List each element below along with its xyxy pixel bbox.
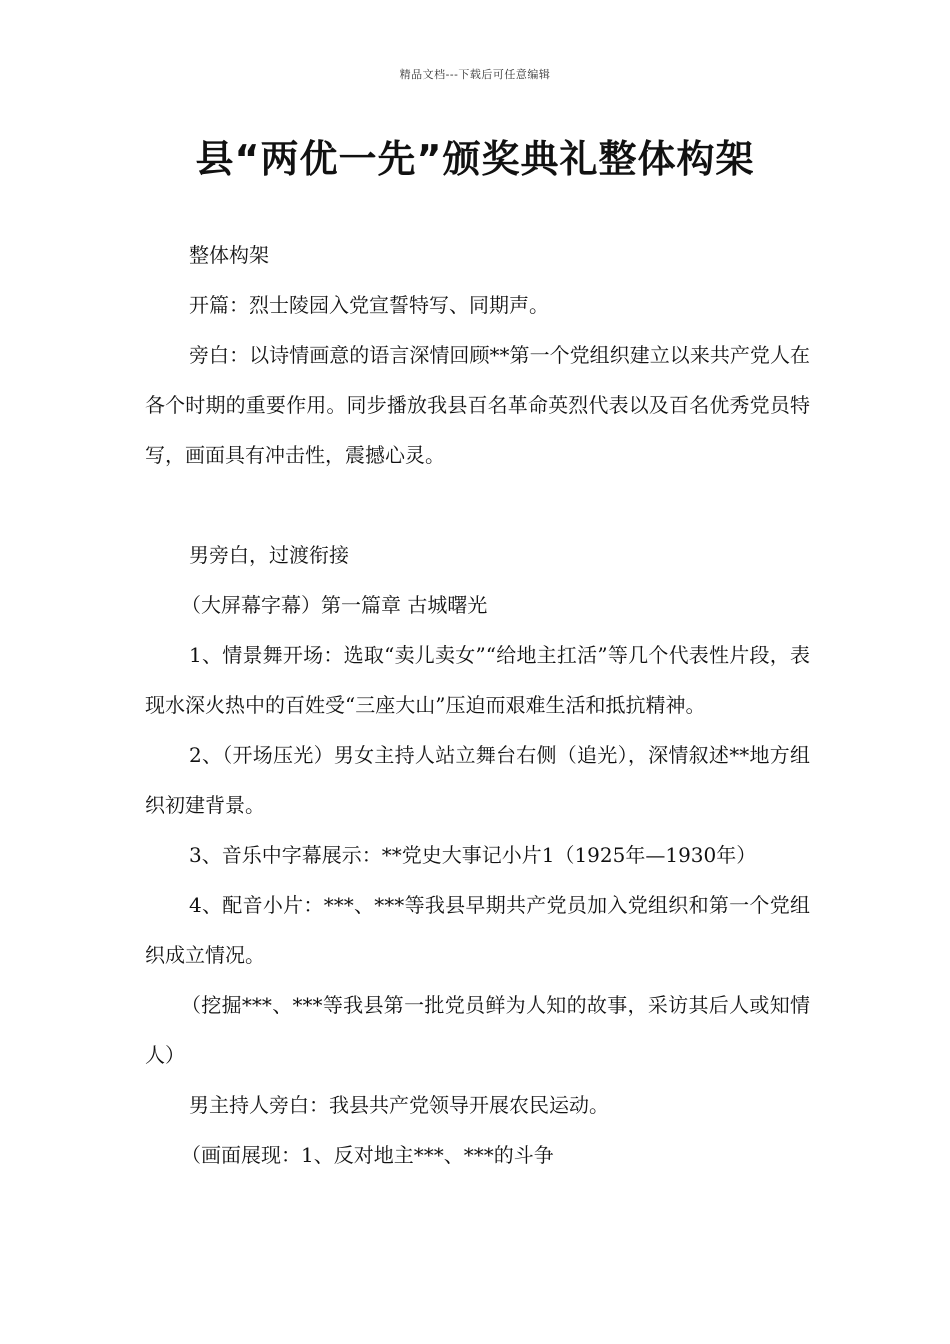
paragraph-note: （挖掘***、***等我县第一批党员鲜为人知的故事，采访其后人或知情人） [145,993,810,1067]
paragraph-scene: （画面展现：1、反对地主***、***的斗争 [181,1143,554,1167]
paragraph-item-1: 1、情景舞开场：选取“卖儿卖女”“给地主扛活”等几个代表性片段，表现水深火热中的百姓受“三座大山”压迫而艰难生活和抵抗精神。 [145,643,810,717]
document-body [145,230,810,1180]
paragraph-item-2: 2、（开场压光）男女主持人站立舞台右侧（追光），深情叙述**地方组织初建背景。 [145,743,810,817]
paragraph-item-3: 3、音乐中字幕展示：**党史大事记小片1（1925年—1930年） [189,843,757,867]
paragraph-chapter-one: （大屏幕字幕）第一篇章 古城曙光 [181,593,488,617]
document-title: 县“两优一先”颁奖典礼整体构架 [195,137,755,181]
paragraph-male-host: 男主持人旁白：我县共产党领导开展农民运动。 [189,1093,609,1117]
paragraph-narration: 旁白：以诗情画意的语言深情回顾**第一个党组织建立以来共产党人在各个时期的重要作用。同步播放我县百名革命英烈代表以及百名优秀党员特写，画面具有冲击性，震撼心灵。 [145,343,810,467]
paragraph-heading: 整体构架 [189,243,269,267]
header-note: 精品文档---下载后可任意编辑 [399,68,551,81]
paragraph-item-4: 4、配音小片：***、***等我县早期共产党员加入党组织和第一个党组织成立情况。 [145,893,810,967]
paragraph-opening: 开篇：烈士陵园入党宣誓特写、同期声。 [189,293,549,317]
paragraph-male-narration: 男旁白，过渡衔接 [189,543,349,567]
